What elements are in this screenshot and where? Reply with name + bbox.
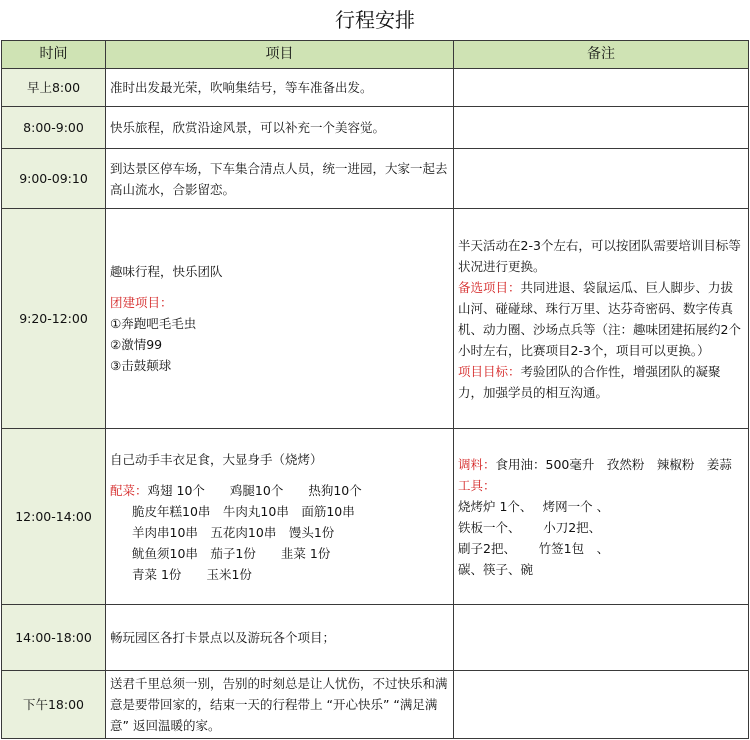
food-line (110, 543, 449, 564)
note-text: 共同进退、袋鼠运瓜、巨人脚步、力拔山河、碰碰球、珠行万里、达芬奇密码、数字传真机、动力圈、沙场点兵等（注：趣味团建拓展约2个小时左右，比赛项目2-3个，项目可以更换。） (458, 279, 741, 358)
food-item: 韭菜 1份 (280, 545, 331, 561)
item-intro: 自己动手丰衣足食，大显身手（烧烤） (110, 451, 323, 467)
tool-line: 烧烤炉 1个、 烤网一个 、 (458, 498, 610, 514)
tool-line: 铁板一个、 小刀2把、 (458, 519, 602, 535)
food-item: 牛肉丸10串 (222, 503, 289, 519)
table-row (2, 69, 749, 107)
note-intro: 半天活动在2-3个左右，可以按团队需要培训目标等状况进行更换。 (458, 237, 741, 274)
item-intro: 趣味行程，快乐团队 (110, 264, 223, 279)
time-cell: 14:00-18:00 (2, 605, 106, 671)
item-label: 团建项目： (110, 295, 173, 310)
food-item: 羊肉串10串 (132, 524, 198, 540)
note-cell (454, 69, 749, 107)
table-row (2, 605, 749, 671)
table-row (2, 107, 749, 149)
food-item: 茄子1份 (210, 545, 256, 561)
header-time: 时间 (2, 41, 106, 69)
food-item: 馒头1份 (288, 524, 335, 540)
time-cell: 早上8:00 (2, 69, 106, 107)
note-label: 调料： (458, 456, 496, 472)
table-row (2, 429, 749, 605)
food-item: 五花肉10串 (210, 524, 277, 540)
tool-line: 碳、筷子、碗 (458, 561, 534, 577)
food-item: 玉米1份 (206, 566, 252, 582)
food-item: 热狗10个 (308, 482, 362, 498)
item-cell: 畅玩园区各打卡景点以及游玩各个项目； (106, 605, 454, 671)
table-row (2, 671, 749, 739)
note-cell (454, 429, 749, 605)
time-cell: 下午18:00 (2, 671, 106, 739)
header-row (2, 41, 749, 69)
time-cell: 9:00-09:10 (2, 149, 106, 209)
item-cell (106, 209, 454, 429)
note-label: 项目目标： (458, 363, 521, 379)
header-note: 备注 (454, 41, 749, 69)
food-item: 面筋10串 (301, 503, 355, 519)
note-text: 食用油：500毫升 孜然粉 辣椒粉 姜蒜 (495, 456, 732, 472)
header-item: 项目 (106, 41, 454, 69)
note-alternatives (458, 277, 744, 361)
time-cell: 9:20-12:00 (2, 209, 106, 429)
food-line (110, 564, 449, 585)
page-title: 行程安排 (335, 8, 415, 32)
note-cell (454, 149, 749, 209)
list-item: ②激情99 (110, 337, 163, 352)
table-row (2, 149, 749, 209)
time-cell: 12:00-14:00 (2, 429, 106, 605)
schedule-table (1, 40, 749, 739)
food-item: 鱿鱼须10串 (132, 545, 198, 561)
food-line (110, 522, 449, 543)
tool-line: 刷子2把、 竹签1包 、 (458, 540, 610, 556)
food-line (110, 501, 449, 522)
note-cell (454, 605, 749, 671)
note-label: 工具： (458, 477, 496, 493)
time-cell: 8:00-9:00 (2, 107, 106, 149)
food-line (110, 480, 449, 501)
list-item: ③击鼓颠球 (110, 358, 172, 373)
note-cell (454, 671, 749, 739)
table-row (2, 209, 749, 429)
item-label: 配菜： (110, 482, 148, 498)
note-seasoning (458, 454, 744, 475)
note-text: 考验团队的合作性，增强团队的凝聚力，加强学员的相互沟通。 (458, 363, 721, 400)
item-cell: 快乐旅程，欣赏沿途风景，可以补充一个美容觉。 (106, 107, 454, 149)
note-goal (458, 361, 744, 403)
note-label: 备选项目： (458, 279, 521, 295)
note-cell (454, 107, 749, 149)
item-cell: 到达景区停车场，下车集合清点人员，统一进园，大家一起去高山流水，合影留恋。 (106, 149, 454, 209)
item-cell: 准时出发最光荣，吹响集结号，等车准备出发。 (106, 69, 454, 107)
item-cell: 送君千里总须一别，告别的时刻总是让人忧伤，不过快乐和满意是要带回家的，结束一天的行程带上 “开心快乐” “满足满意” 返回温暖的家。 (106, 671, 454, 739)
list-item: ①奔跑吧毛毛虫 (110, 316, 197, 331)
food-item: 青菜 1份 (132, 566, 182, 582)
food-item: 鸡腿10个 (229, 482, 284, 498)
food-item: 鸡翅 10个 (147, 482, 205, 498)
food-item: 脆皮年糕10串 (132, 503, 211, 519)
note-cell (454, 209, 749, 429)
item-cell (106, 429, 454, 605)
